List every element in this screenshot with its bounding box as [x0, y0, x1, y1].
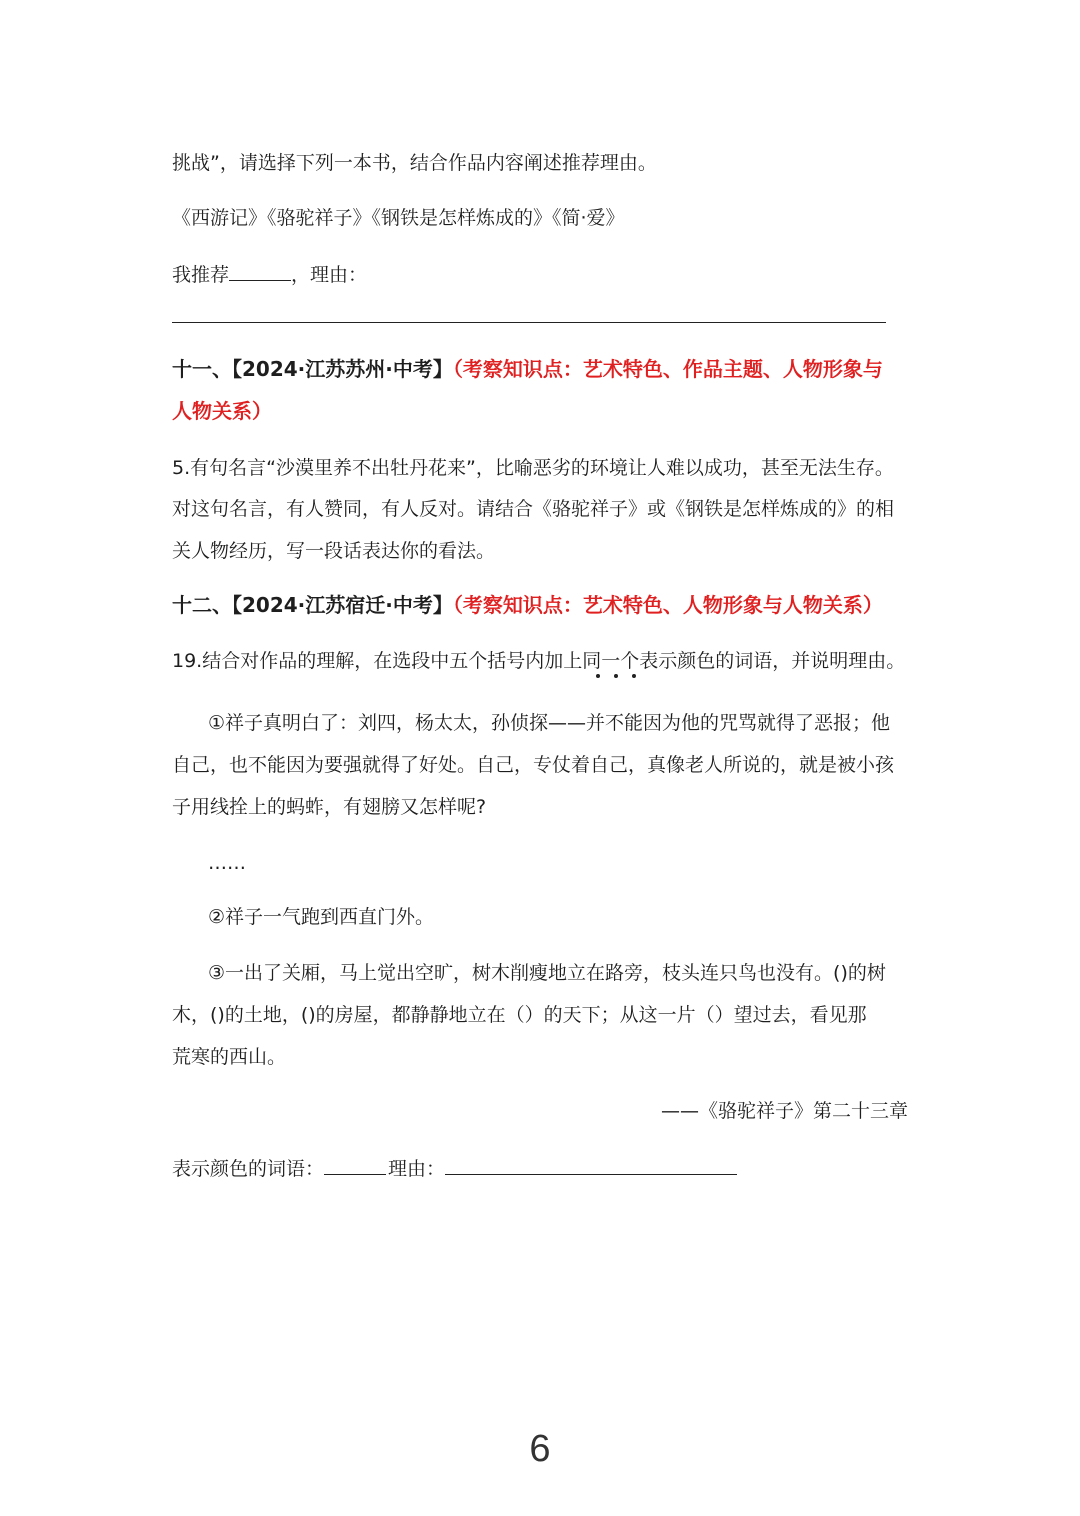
passage-1-line-3: 子用线拴上的蚂蚱，有翅膀又怎样呢? — [172, 796, 487, 818]
passage-ellipsis: …… — [208, 852, 246, 874]
section-11-knowledge: （考察知识点：艺术特色、作品主题、人物形象与 — [452, 357, 883, 381]
reason-answer-line[interactable] — [172, 322, 886, 323]
passage-3-line-1: ③一出了关厢，马上觉出空旷，树木削瘦地立在路旁，枝头连只鸟也没有。()的树 — [208, 962, 886, 984]
reason-label: 理由： — [388, 1158, 446, 1180]
section-11-heading: 十一、【2024·江苏苏州·中考】 — [172, 357, 453, 381]
recommend-prefix: 我推荐 — [172, 264, 230, 286]
section-12-heading-line — [172, 594, 883, 616]
question-5-line-1: 5.有句名言“沙漠里养不出牡丹花来”，比喻恶劣的环境让人难以成功，甚至无法生存。 — [172, 457, 894, 479]
passage-2: ②祥子一气跑到西直门外。 — [208, 906, 435, 928]
question-5-line-2: 对这句名言，有人赞同，有人反对。请结合《骆驼祥子》或《钢铁是怎样炼成的》的相 — [172, 498, 895, 520]
color-word-label: 表示颜色的词语： — [172, 1158, 325, 1180]
passage-source: ——《骆驼祥子》第二十三章 — [660, 1100, 908, 1122]
passage-3-line-3: 荒寒的西山。 — [172, 1046, 287, 1068]
emphasis-dot — [596, 674, 600, 678]
emphasis-dot — [614, 674, 618, 678]
emphasis-dot — [632, 674, 636, 678]
book-list: 《西游记》《骆驼祥子》《钢铁是怎样炼成的》《简·爱》 — [172, 207, 625, 229]
section-12-heading: 十二、【2024·江苏宿迁·中考】 — [172, 593, 453, 617]
recommend-line — [172, 262, 367, 286]
question-5-line-3: 关人物经历，写一段话表达你的看法。 — [172, 540, 496, 562]
answer-line — [172, 1156, 737, 1180]
passage-1-line-1: ①祥子真明白了：刘四，杨太太，孙侦探——并不能因为他的咒骂就得了恶报；他 — [208, 712, 891, 734]
question-19: 19.结合对作品的理解，在选段中五个括号内加上同一个表示颜色的词语，并说明理由。 — [172, 650, 906, 672]
passage-1-line-2: 自己，也不能因为要强就得了好处。自己，专仗着自己，真像老人所说的，就是被小孩 — [172, 754, 895, 776]
section-12-knowledge: （考察知识点：艺术特色、人物形象与人物关系） — [452, 593, 883, 617]
passage-3-line-2: 木，()的土地，()的房屋，都静静地立在（）的天下；从这一片（）望过去，看见那 — [172, 1004, 867, 1026]
section-11-heading-line — [172, 358, 883, 380]
page-number: 6 — [529, 1428, 551, 1470]
reason-blank[interactable] — [445, 1156, 737, 1175]
recommend-suffix: ，理由： — [291, 264, 368, 286]
recommend-blank[interactable] — [229, 262, 291, 281]
color-word-blank[interactable] — [324, 1156, 386, 1175]
section-11-knowledge-cont: 人物关系） — [172, 399, 272, 423]
prev-question-text: 挑战”，请选择下列一本书，结合作品内容阐述推荐理由。 — [172, 152, 657, 174]
